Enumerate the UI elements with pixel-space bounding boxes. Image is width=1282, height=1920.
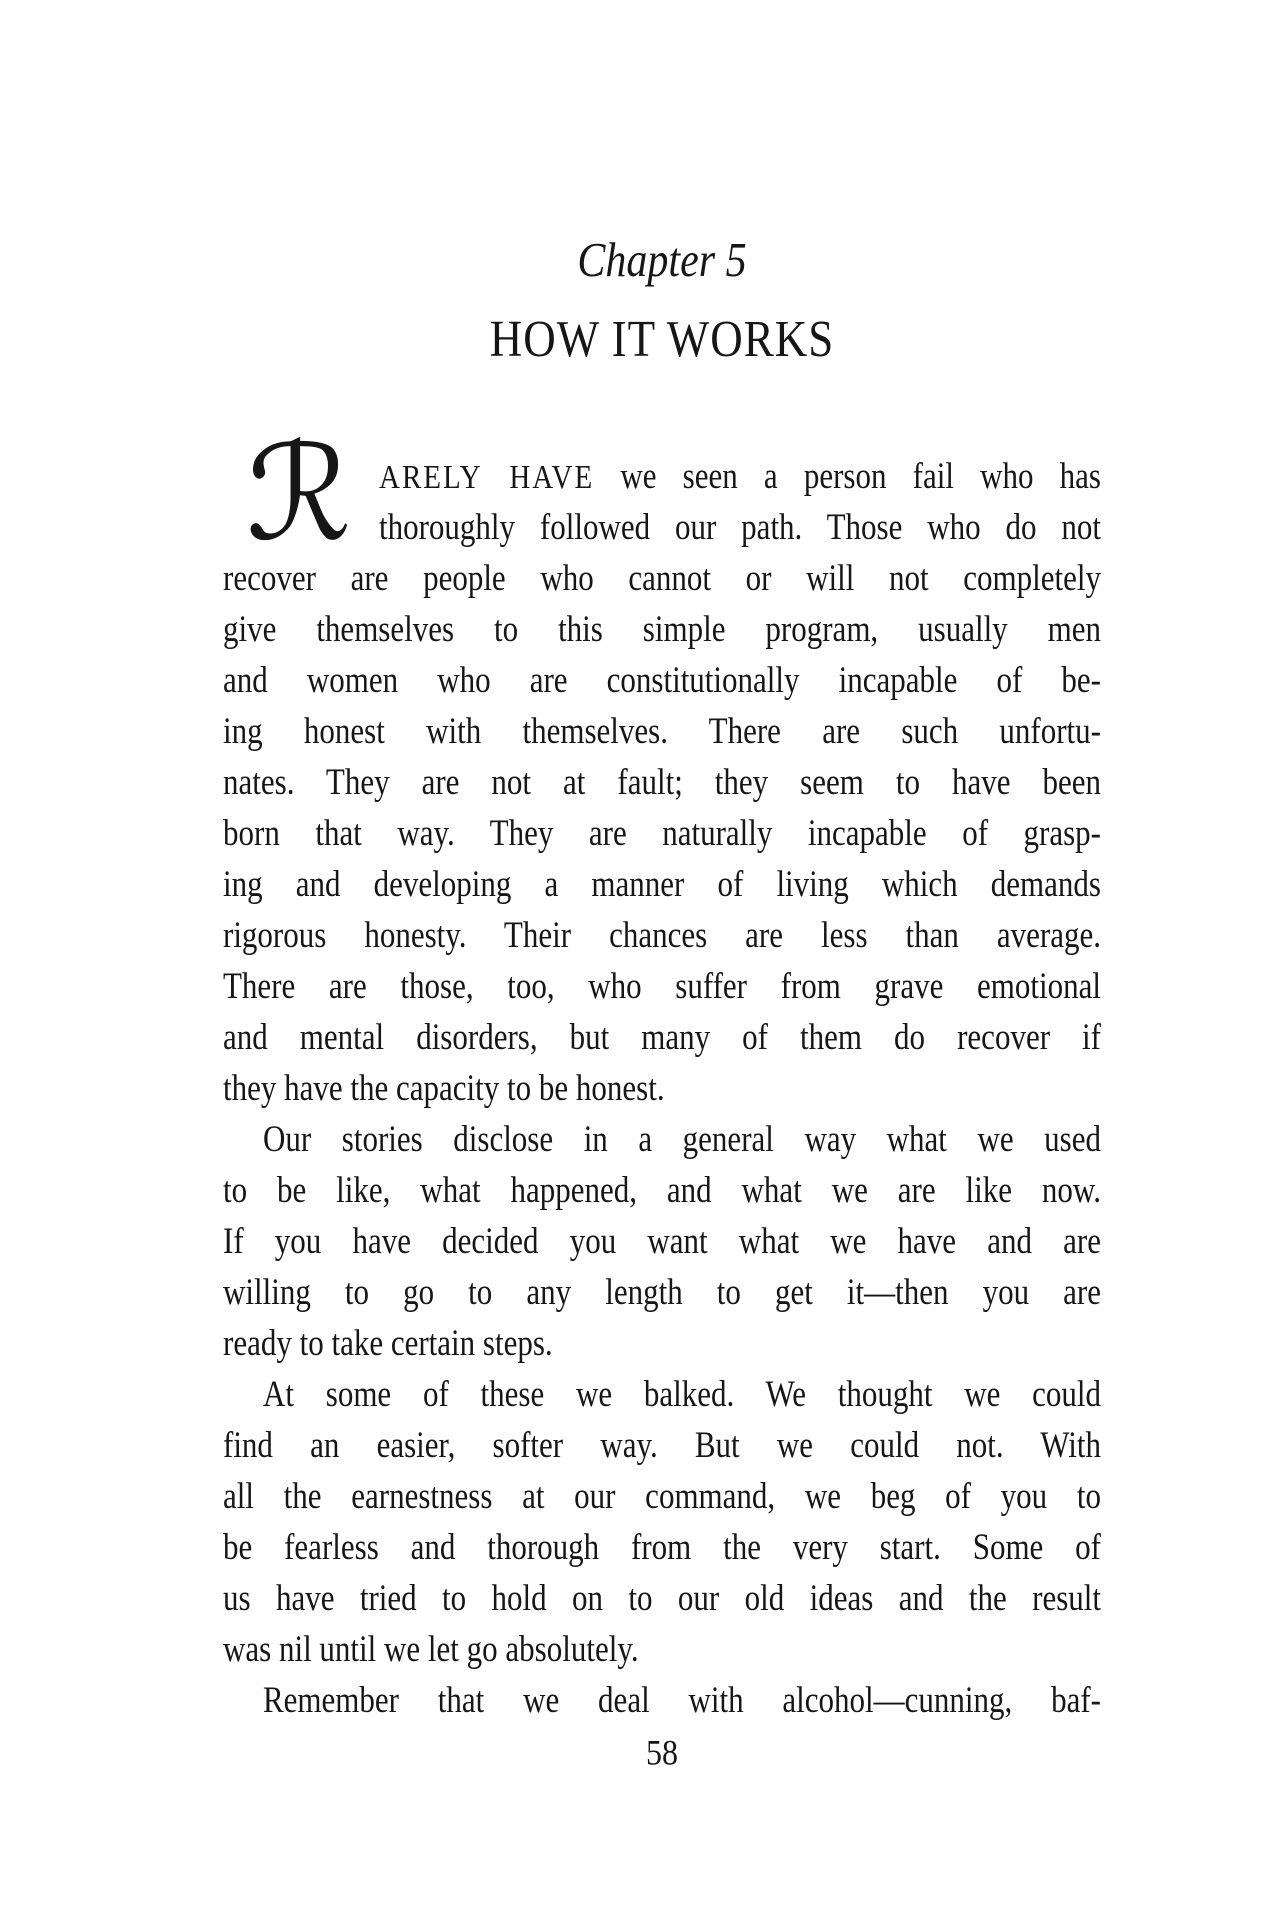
- page-title: HOW IT WORKS: [489, 310, 835, 368]
- text-line: Our stories disclose in a general way what we used: [263, 1117, 1101, 1160]
- text-line: be fearless and thorough from the very start. Some of: [223, 1525, 1101, 1568]
- body-text: [223, 417, 1101, 1725]
- text-line: to be like, what happened, and what we are like now.: [223, 1168, 1101, 1211]
- text-line: ARELY HAVE we seen a person fail who has: [379, 454, 1101, 497]
- small-caps-lead: ARELY HAVE: [379, 458, 595, 497]
- page-number: 58: [646, 1731, 678, 1773]
- text-line: nates. They are not at fault; they seem to have been: [223, 760, 1101, 803]
- text-line: ing and developing a manner of living which demands: [223, 862, 1101, 905]
- text-line: us have tried to hold on to our old ideas and the result: [223, 1576, 1101, 1619]
- text-line: Remember that we deal with alcohol—cunning, baf-: [263, 1678, 1101, 1721]
- text-line: There are those, too, who suffer from grave emotional: [223, 964, 1101, 1007]
- text-line: willing to go to any length to get it—then you are: [223, 1270, 1101, 1313]
- text-line: born that way. They are naturally incapable of grasp-: [223, 811, 1101, 854]
- text-line: rigorous honesty. Their chances are less than average.: [223, 913, 1101, 956]
- text-line: was nil until we let go absolutely.: [223, 1627, 639, 1670]
- paragraph: [223, 1113, 1101, 1368]
- text-line: ing honest with themselves. There are such unfortu-: [223, 709, 1101, 752]
- text-line: At some of these we balked. We thought we could: [263, 1372, 1101, 1415]
- text-line: recover are people who cannot or will not completely: [223, 556, 1101, 599]
- text-line: thoroughly followed our path. Those who do not: [379, 505, 1101, 548]
- paragraph: [223, 1368, 1101, 1674]
- text-line: find an easier, softer way. But we could not. With: [223, 1423, 1101, 1466]
- text-line: all the earnestness at our command, we beg of you to: [223, 1474, 1101, 1517]
- drop-cap-letter: ℛ: [246, 417, 352, 571]
- paragraph: [223, 1674, 1101, 1725]
- text-line: and women who are constitutionally incapable of be-: [223, 658, 1101, 701]
- text-line: If you have decided you want what we have and are: [223, 1219, 1101, 1262]
- chapter-label: Chapter 5: [577, 234, 747, 288]
- text-line: give themselves to this simple program, usually men: [223, 607, 1101, 650]
- text-line: they have the capacity to be honest.: [223, 1066, 665, 1109]
- paragraph: [223, 417, 1101, 1113]
- text-line: and mental disorders, but many of them do recover if: [223, 1015, 1101, 1058]
- text-line: ready to take certain steps.: [223, 1321, 553, 1364]
